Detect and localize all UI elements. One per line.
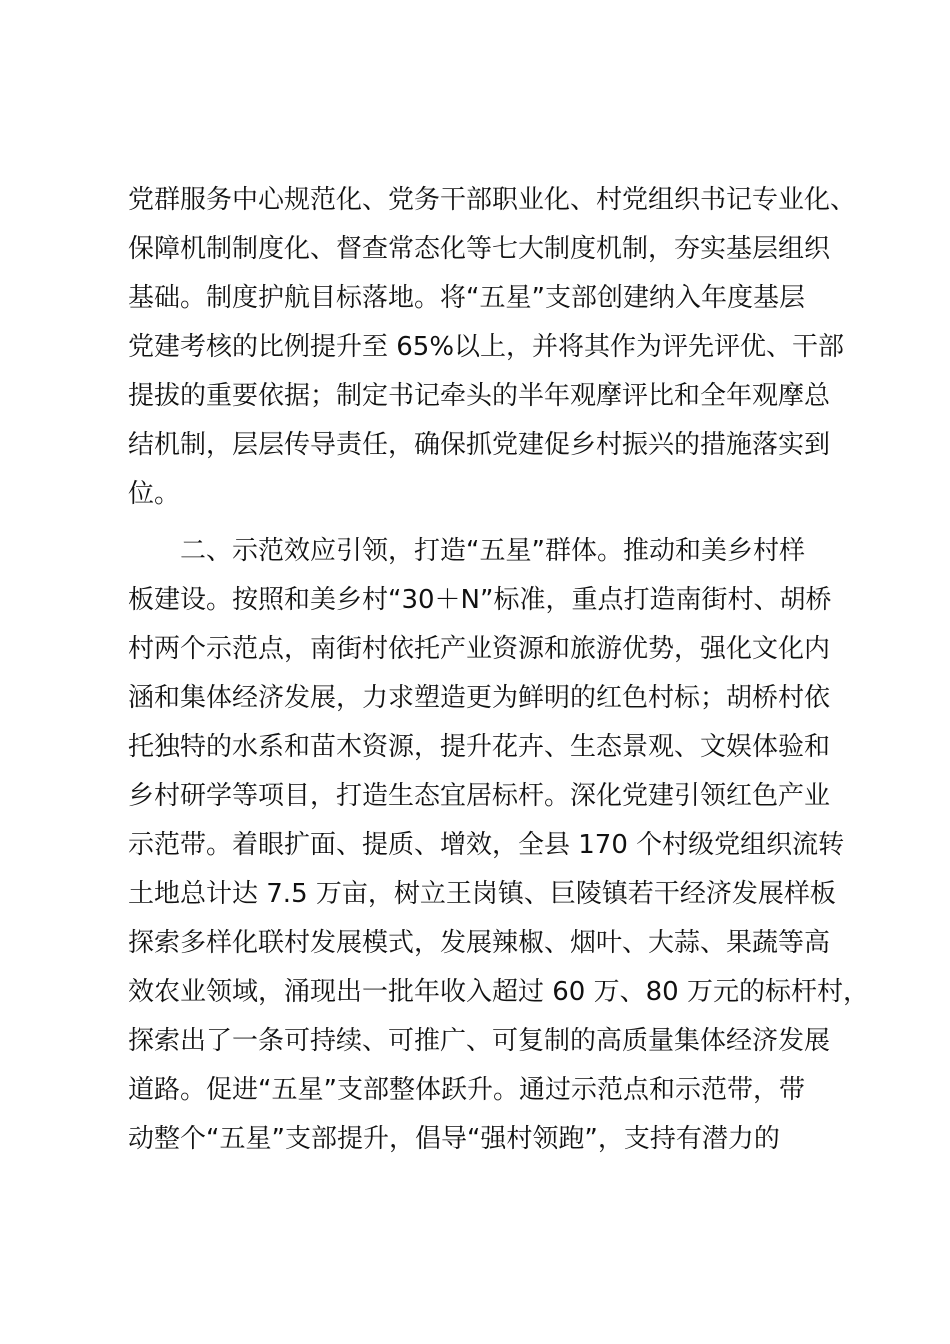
text-line: 示范带。着眼扩面、提质、增效，全县 170 个村级党组织流转 (128, 830, 845, 860)
text-line: 动整个“五星”支部提升，倡导“强村领跑”，支持有潜力的 (128, 1124, 780, 1154)
text-line: 乡村研学等项目，打造生态宜居标杆。深化党建引领红色产业 (128, 781, 831, 811)
text-line: 党建考核的比例提升至 65%以上，并将其作为评先评优、干部 (128, 332, 845, 362)
text-line: 村两个示范点，南街村依托产业资源和旅游优势，强化文化内 (128, 634, 831, 664)
text-line: 板建设。按照和美乡村“30＋N”标准，重点打造南街村、胡桥 (128, 585, 832, 615)
text-line: 土地总计达 7.5 万亩，树立王岗镇、巨陵镇若干经济发展样板 (128, 879, 836, 909)
text-line: 涵和集体经济发展，力求塑造更为鲜明的红色村标；胡桥村依 (128, 683, 831, 713)
text-line: 基础。制度护航目标落地。将“五星”支部创建纳入年度基层 (128, 283, 805, 313)
text-line: 二、示范效应引领，打造“五星”群体。推动和美乡村样 (180, 536, 805, 566)
text-line: 结机制，层层传导责任，确保抓党建促乡村振兴的措施落实到 (128, 430, 831, 460)
text-line: 党群服务中心规范化、党务干部职业化、村党组织书记专业化、 (128, 185, 857, 215)
text-line: 托独特的水系和苗木资源，提升花卉、生态景观、文娱体验和 (128, 732, 831, 762)
text-line: 位。 (128, 479, 181, 509)
text-line: 提拔的重要依据；制定书记牵头的半年观摩评比和全年观摩总 (128, 381, 831, 411)
text-line: 道路。促进“五星”支部整体跃升。通过示范点和示范带，带 (128, 1075, 805, 1105)
text-line: 效农业领域，涌现出一批年收入超过 60 万、80 万元的标杆村， (128, 977, 869, 1007)
text-line: 保障机制制度化、督查常态化等七大制度机制，夯实基层组织 (128, 234, 831, 264)
text-line: 探索多样化联村发展模式，发展辣椒、烟叶、大蒜、果蔬等高 (128, 928, 831, 958)
text-line: 探索出了一条可持续、可推广、可复制的高质量集体经济发展 (128, 1026, 831, 1056)
